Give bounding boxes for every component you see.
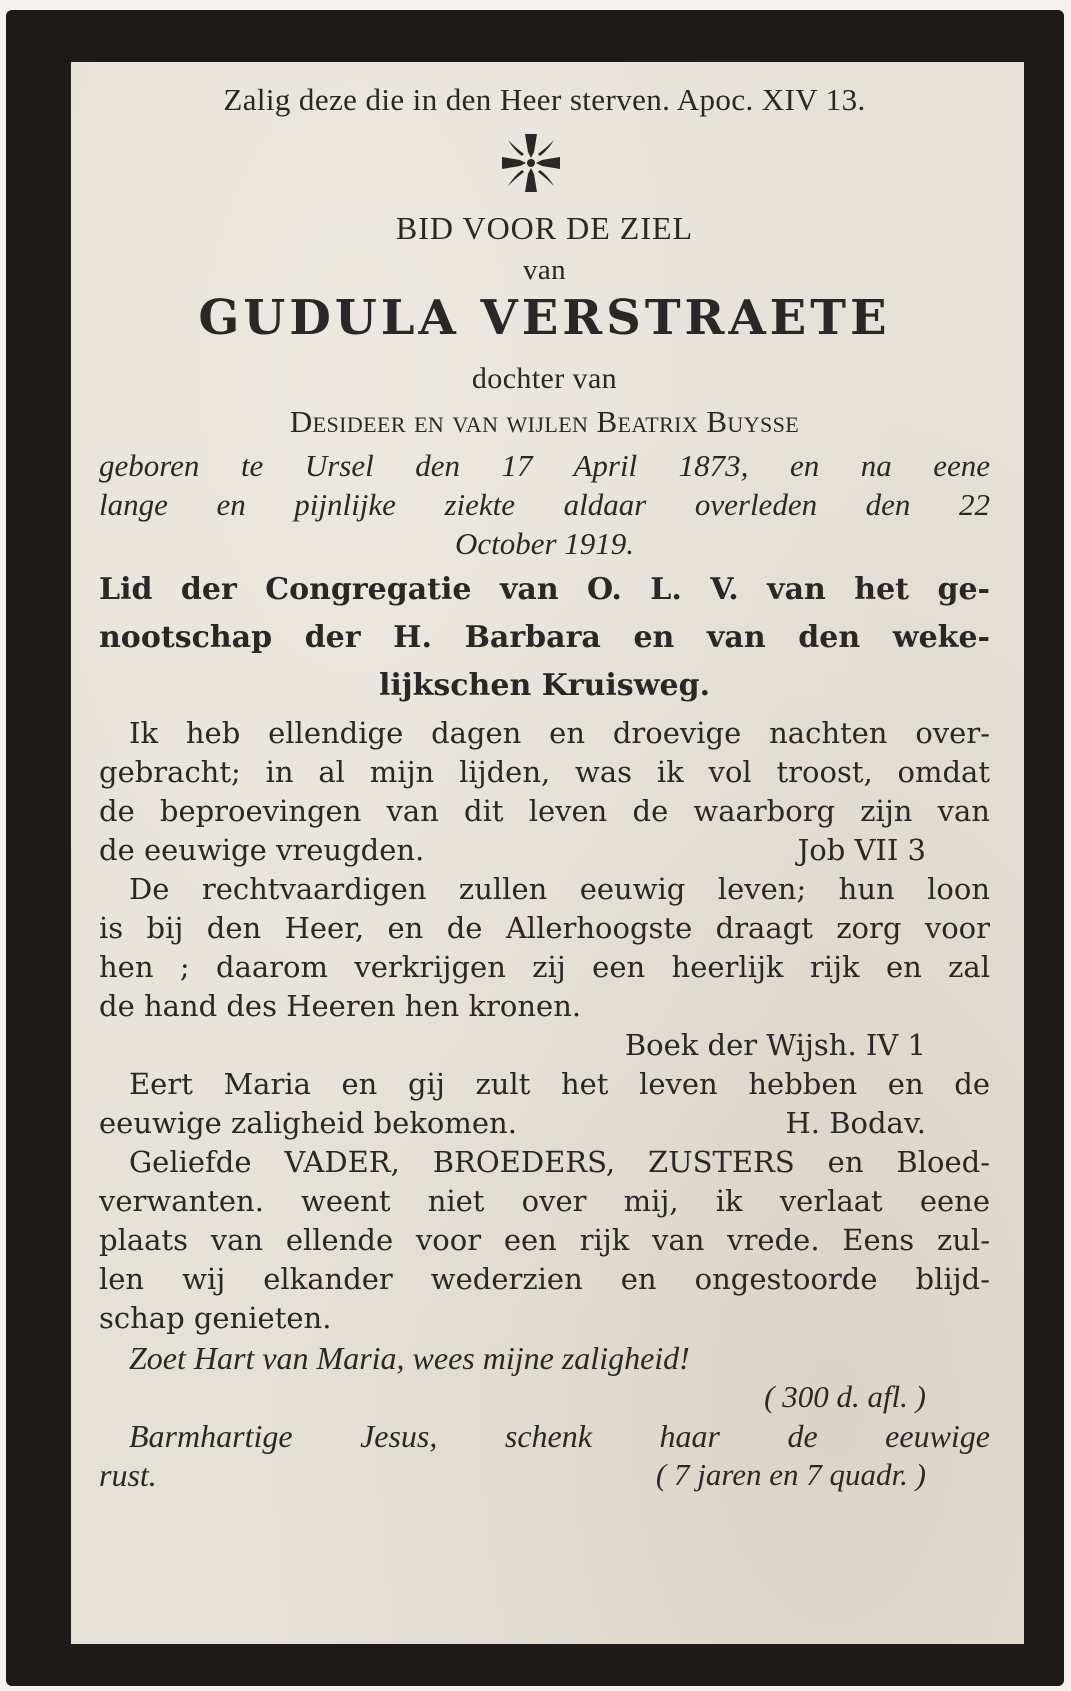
wisdom-reference: Boek der Wijsh. IV 1 [624,1028,926,1062]
farewell-line-5: schap genieten. [99,1301,332,1335]
job-line-2: gebracht; in al mijn lijden, was ik vol troost, omdat [99,755,990,789]
prayer-2-indulgence: ( 7 jaren en 7 quadr. ) [655,1457,926,1492]
heading: BID VOOR DE ZIEL [395,210,694,246]
prayer-1: Zoet Hart van Maria, wees mijne zaligheid! [129,1340,690,1376]
job-line-3: de beproevingen van dit leven de waarborg zijn van [99,794,990,828]
prayer-2: Barmhartige Jesus, schenk haar de eeuwige [129,1418,990,1454]
birth-line-2: lange en pijnlijke ziekte aldaar overleden den 22 [99,487,990,522]
daughter-of: dochter van [471,362,618,395]
wisdom-line-1: De rechtvaardigen zullen eeuwig leven; hun loon [129,872,990,906]
maria-line-2: eeuwige zaligheid bekomen. [99,1106,517,1140]
farewell-line-3: plaats van ellende voor een rijk van vrede. Eens zul- [99,1223,990,1257]
wisdom-line-3: hen ; daarom verkrijgen zij een heerlijk rijk en zal [99,950,990,984]
member-line-1: Lid der Congregatie van O. L. V. van het ge- [99,572,990,607]
job-line-4: de eeuwige vreugden. [99,833,425,867]
memorial-card-border [6,10,1064,1686]
job-reference: Job VII 3 [797,833,926,867]
van-label: van [522,254,567,286]
cross-icon [496,128,566,198]
maria-line-1: Eert Maria en gij zult het leven hebben en de [129,1067,990,1101]
job-line-1: Ik heb ellendige dagen en droevige nachten over- [129,716,990,750]
motto: Zalig deze die in den Heer sterven. Apoc. XIV 13. [223,82,866,117]
deceased-name: GUDULA VERSTRAETE [198,290,891,346]
birth-line-3: October 1919. [454,526,635,561]
parents: Desideer en van wijlen Beatrix Buysse [289,404,800,439]
prayer-2-end: rust. [99,1457,157,1493]
wisdom-line-2: is bij den Heer, en de Allerhoogste draagt zorg voor [99,911,990,945]
farewell-line-1: Geliefde VADER, BROEDERS, ZUSTERS en Bloed- [129,1145,990,1179]
farewell-line-4: len wij elkander wederzien en ongestoorde blijd- [99,1262,990,1296]
prayer-1-indulgence: ( 300 d. afl. ) [764,1379,926,1414]
farewell-line-2: verwanten. weent niet over mij, ik verlaat eene [99,1184,990,1218]
member-line-3: lijkschen Kruisweg. [378,668,711,703]
member-line-2: nootschap der H. Barbara en van den weke- [99,620,990,655]
birth-line-1: geboren te Ursel den 17 April 1873, en na eene [99,448,990,483]
maria-reference: H. Bodav. [785,1106,926,1140]
memorial-card [71,62,1024,1644]
wisdom-line-4: de hand des Heeren hen kronen. [99,989,582,1023]
